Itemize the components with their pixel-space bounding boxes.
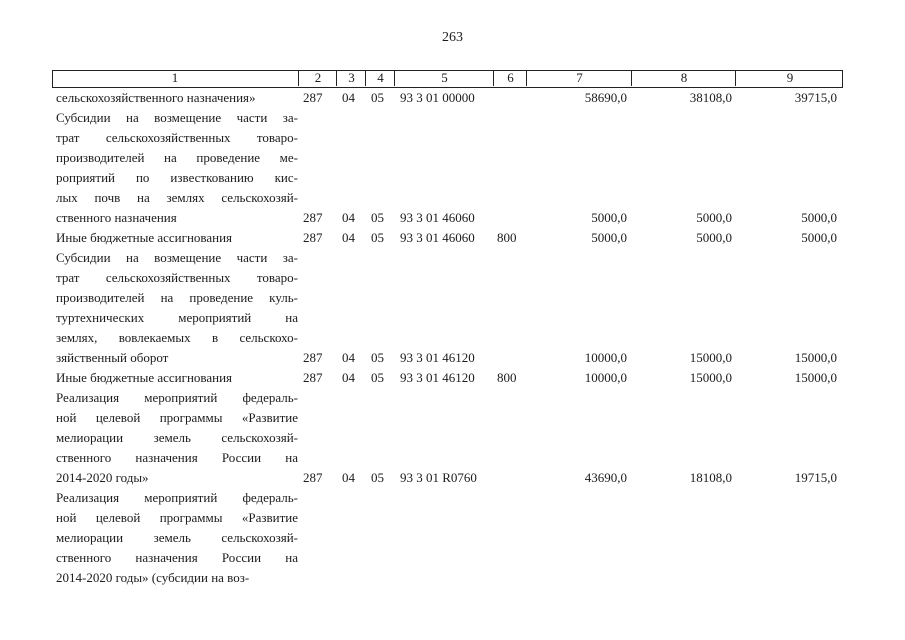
row-name-line: мелиорации земель сельскохозяй- bbox=[56, 530, 298, 545]
row-name-line: Субсидии на возмещение части за- bbox=[56, 110, 298, 125]
header-col-1: 1 bbox=[171, 70, 179, 85]
row-name bbox=[56, 368, 298, 388]
row-name-line: ственного назначения России на bbox=[56, 450, 298, 465]
row-name-line: Иные бюджетные ассигнования bbox=[56, 230, 233, 245]
cell-grbs: 287 bbox=[303, 470, 323, 485]
row-name-line: ственного назначения России на bbox=[56, 550, 298, 565]
cell-sum-col9: 19715,0 bbox=[794, 470, 837, 485]
cell-sum-col9: 15000,0 bbox=[794, 370, 837, 385]
header-col-4: 4 bbox=[365, 70, 395, 86]
row-name-line: роприятий по известкованию кис- bbox=[56, 170, 298, 185]
cell-sum-col8: 15000,0 bbox=[689, 350, 732, 365]
row-name bbox=[56, 248, 298, 368]
cell-sum-col8: 5000,0 bbox=[696, 210, 732, 225]
header-col-2: 2 bbox=[298, 70, 337, 86]
cell-sum-col9: 39715,0 bbox=[794, 90, 837, 105]
cell-grbs: 287 bbox=[303, 350, 323, 365]
cell-podrazdel: 05 bbox=[371, 90, 384, 105]
header-col-8: 8 bbox=[631, 70, 736, 86]
cell-sum-col7: 58690,0 bbox=[584, 90, 627, 105]
cell-podrazdel: 05 bbox=[371, 210, 384, 225]
cell-sum-col8: 15000,0 bbox=[689, 370, 732, 385]
cell-grbs: 287 bbox=[303, 90, 323, 105]
cell-sum-col7: 5000,0 bbox=[591, 210, 627, 225]
cell-sum-col8: 38108,0 bbox=[689, 90, 732, 105]
cell-razdel: 04 bbox=[342, 230, 355, 245]
cell-razdel: 04 bbox=[342, 350, 355, 365]
row-name bbox=[56, 108, 298, 228]
cell-target-article: 93 3 01 46060 bbox=[400, 210, 475, 225]
cell-grbs: 287 bbox=[303, 370, 323, 385]
row-name-line: трат сельскохозяйственных товаро- bbox=[56, 270, 298, 285]
cell-podrazdel: 05 bbox=[371, 230, 384, 245]
cell-target-article: 93 3 01 00000 bbox=[400, 90, 475, 105]
cell-podrazdel: 05 bbox=[371, 370, 384, 385]
cell-sum-col9: 15000,0 bbox=[794, 350, 837, 365]
table-row bbox=[0, 228, 905, 248]
cell-target-article: 93 3 01 R0760 bbox=[400, 470, 477, 485]
row-name-line: 2014-2020 годы» bbox=[56, 470, 149, 485]
cell-sum-col9: 5000,0 bbox=[801, 230, 837, 245]
header-col-9: 9 bbox=[735, 70, 844, 86]
cell-razdel: 04 bbox=[342, 470, 355, 485]
cell-sum-col7: 5000,0 bbox=[591, 230, 627, 245]
cell-razdel: 04 bbox=[342, 210, 355, 225]
table-row bbox=[0, 248, 905, 368]
row-name-line: производителей на проведение куль- bbox=[56, 290, 298, 305]
row-name-line: мелиорации земель сельскохозяй- bbox=[56, 430, 298, 445]
row-name-line: землях, вовлекаемых в сельскохо- bbox=[56, 330, 298, 345]
cell-sum-col7: 10000,0 bbox=[584, 350, 627, 365]
cell-grbs: 287 bbox=[303, 210, 323, 225]
row-name-line: Иные бюджетные ассигнования bbox=[56, 370, 233, 385]
table-row bbox=[0, 88, 905, 108]
cell-podrazdel: 05 bbox=[371, 350, 384, 365]
row-name bbox=[56, 228, 298, 248]
row-name-line: зяйственный оборот bbox=[56, 350, 169, 365]
row-name-line: Субсидии на возмещение части за- bbox=[56, 250, 298, 265]
cell-sum-col7: 10000,0 bbox=[584, 370, 627, 385]
row-name-line: Реализация мероприятий федераль- bbox=[56, 490, 298, 505]
row-name-line: производителей на проведение ме- bbox=[56, 150, 298, 165]
header-col-6: 6 bbox=[493, 70, 527, 86]
row-name-line: трат сельскохозяйственных товаро- bbox=[56, 130, 298, 145]
table-row bbox=[0, 108, 905, 228]
cell-target-article: 93 3 01 46060 bbox=[400, 230, 475, 245]
row-name-line: лых почв на землях сельскохозяй- bbox=[56, 190, 298, 205]
row-name-line: ственного назначения bbox=[56, 210, 177, 225]
cell-sum-col8: 18108,0 bbox=[689, 470, 732, 485]
cell-sum-col7: 43690,0 bbox=[584, 470, 627, 485]
row-name bbox=[56, 488, 298, 588]
row-name-line: Реализация мероприятий федераль- bbox=[56, 390, 298, 405]
row-name-line: ной целевой программы «Развитие bbox=[56, 510, 298, 525]
row-name-line: ной целевой программы «Развитие bbox=[56, 410, 298, 425]
header-col-3: 3 bbox=[336, 70, 366, 86]
row-name-line: туртехнических мероприятий на bbox=[56, 310, 298, 325]
cell-razdel: 04 bbox=[342, 90, 355, 105]
row-name-line: 2014-2020 годы» (субсидии на воз- bbox=[56, 570, 250, 585]
cell-razdel: 04 bbox=[342, 370, 355, 385]
row-name-line: сельскохозяйственного назначения» bbox=[56, 90, 256, 105]
header-col-5: 5 bbox=[394, 70, 494, 86]
cell-grbs: 287 bbox=[303, 230, 323, 245]
table-row bbox=[0, 388, 905, 488]
header-col-7: 7 bbox=[526, 70, 632, 86]
cell-expense-type: 800 bbox=[497, 230, 517, 245]
cell-target-article: 93 3 01 46120 bbox=[400, 370, 475, 385]
row-name bbox=[56, 388, 298, 488]
cell-sum-col9: 5000,0 bbox=[801, 210, 837, 225]
row-name bbox=[56, 88, 298, 108]
cell-sum-col8: 5000,0 bbox=[696, 230, 732, 245]
cell-expense-type: 800 bbox=[497, 370, 517, 385]
page-number: 263 bbox=[442, 30, 463, 45]
cell-target-article: 93 3 01 46120 bbox=[400, 350, 475, 365]
cell-podrazdel: 05 bbox=[371, 470, 384, 485]
table-row bbox=[0, 368, 905, 388]
table-row bbox=[0, 488, 905, 588]
